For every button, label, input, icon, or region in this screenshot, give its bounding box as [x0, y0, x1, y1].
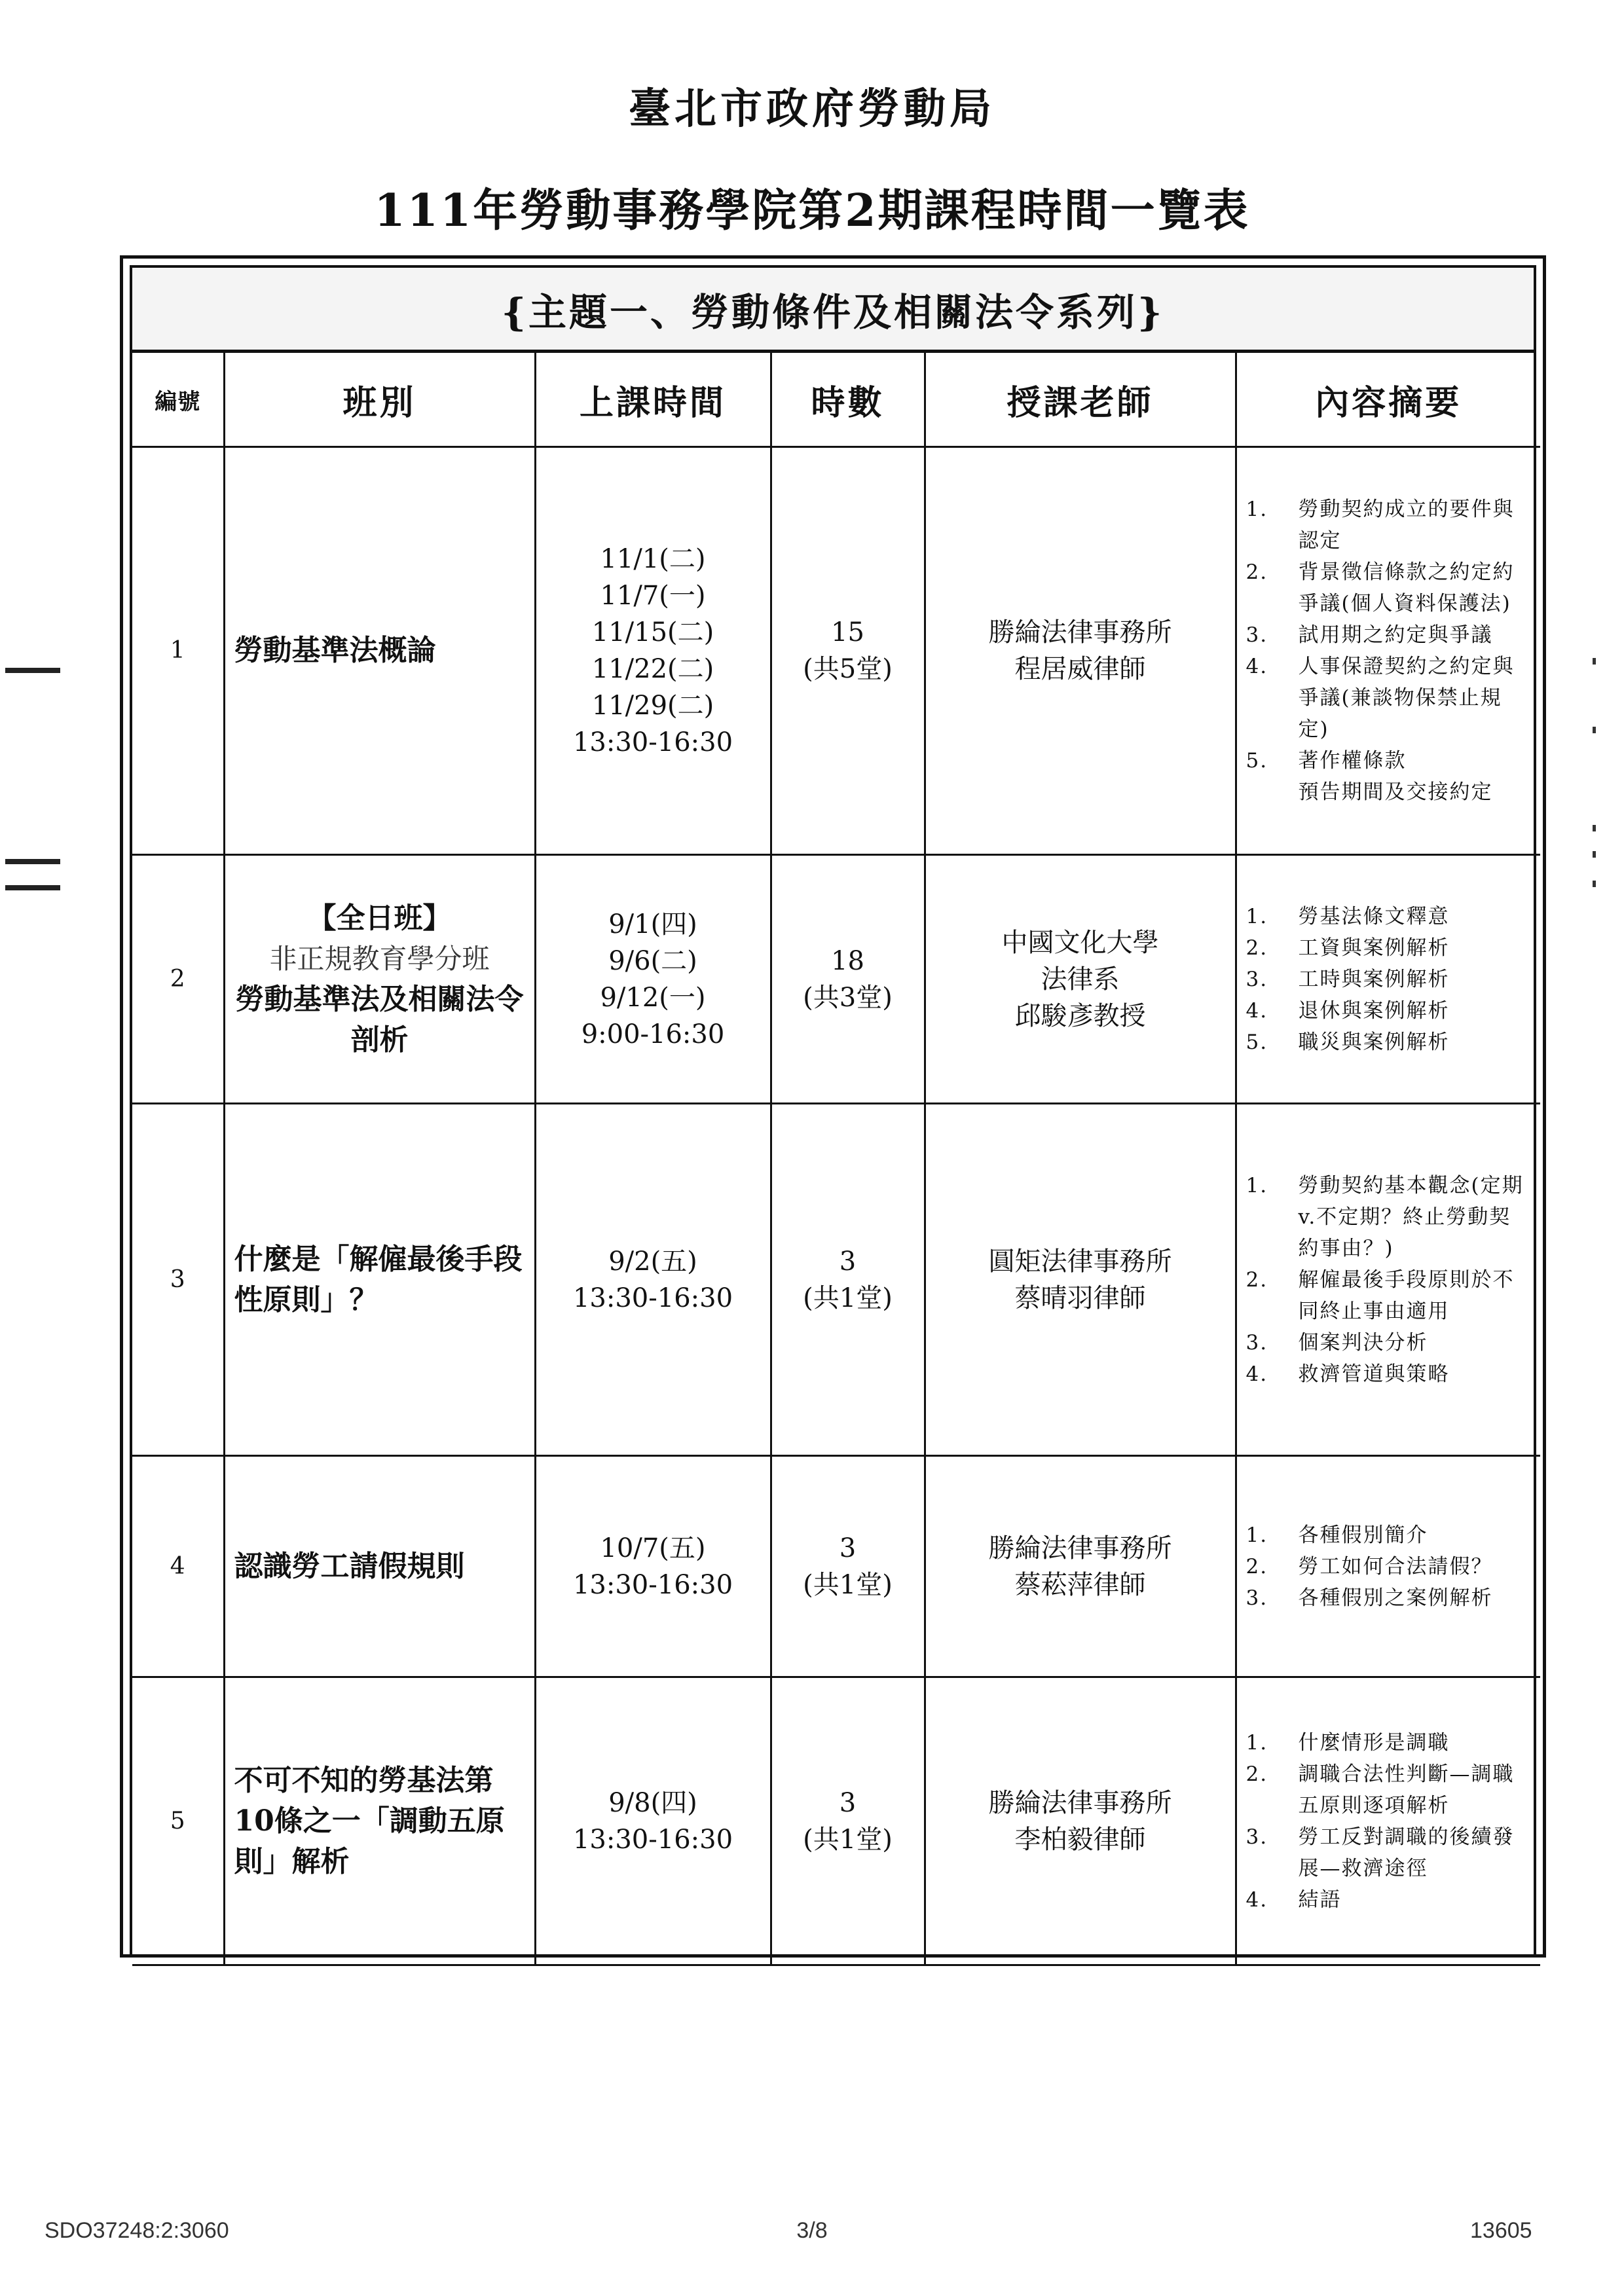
summary-item-text: 勞工反對調職的後續發展—救濟途徑: [1298, 1825, 1515, 1880]
summary-item-text: 退休與案例解析: [1298, 998, 1450, 1023]
course-name: 勞動基準法概論: [224, 447, 535, 855]
sessions-count: (共1堂): [803, 1283, 893, 1313]
teacher: [925, 1456, 1236, 1677]
time-line: 9/12(一): [600, 982, 706, 1013]
teacher-line: 圓矩法律事務所: [988, 1246, 1172, 1277]
document-title: 111年勞動事務學院第2期課程時間一覽表: [374, 185, 1250, 237]
time-line: 11/1(二): [600, 544, 706, 574]
summary-item-number: 2.: [1246, 560, 1268, 584]
row-number: 2: [132, 855, 224, 1104]
time-line: 10/7(五): [600, 1533, 706, 1563]
column-header-teacher: 授課老師: [925, 353, 1236, 447]
summary-item-number: 2.: [1246, 936, 1268, 960]
time-line: 11/7(一): [600, 581, 706, 611]
summary-item-number: 5.: [1246, 749, 1268, 773]
summary-item-text: 人事保證契約之約定與爭議(兼談物保禁止規定): [1298, 655, 1515, 741]
summary-item: [1246, 1264, 1532, 1327]
time-line: 13:30-16:30: [572, 1824, 733, 1855]
summary-item-number: 1.: [1246, 1523, 1268, 1547]
summary-item-number: 2.: [1246, 1554, 1268, 1578]
summary-item-number: 1.: [1246, 1730, 1268, 1755]
summary-item-text: 工資與案例解析: [1298, 936, 1450, 960]
hours-value: 3: [839, 1787, 857, 1818]
hours-value: 3: [839, 1246, 857, 1277]
summary-item-text: 結語: [1298, 1887, 1342, 1912]
teacher-line: 蔡晴羽律師: [1014, 1283, 1146, 1313]
summary-item-text: 各種假別之案例解析: [1298, 1586, 1493, 1610]
course-name: 認識勞工請假規則: [224, 1456, 535, 1677]
class-time: [535, 1456, 771, 1677]
table-row: [132, 1104, 1540, 1456]
teacher: [925, 1677, 1236, 1965]
margin-dot: [1593, 825, 1596, 831]
teacher-line: 李柏毅律師: [1014, 1824, 1146, 1855]
summary-item-number: 3.: [1246, 967, 1268, 991]
summary-item-text: 各種假別簡介: [1298, 1523, 1428, 1547]
summary-item-text: 解僱最後手段原則於不同終止事由適用: [1298, 1267, 1515, 1323]
summary-item-text: 救濟管道與策略: [1298, 1362, 1450, 1386]
table-row: [132, 1456, 1540, 1677]
summary-item-text: 職災與案例解析: [1298, 1030, 1450, 1054]
summary-item: [1246, 1170, 1532, 1264]
class-time: [535, 855, 771, 1104]
margin-mark: [5, 668, 60, 673]
class-hours: [771, 1104, 925, 1456]
summary-item: [1246, 932, 1532, 964]
summary-item-number: 5.: [1246, 1030, 1268, 1054]
summary-item: [1246, 651, 1532, 745]
time-line: 13:30-16:30: [572, 1283, 733, 1313]
table-row: [132, 447, 1540, 855]
teacher-line: 邱駿彥教授: [1014, 1000, 1146, 1031]
teacher: [925, 1104, 1236, 1456]
summary-item-text: 勞動契約成立的要件與認定: [1298, 498, 1515, 553]
time-line: 11/22(二): [591, 654, 714, 684]
table-row: [132, 1677, 1540, 1965]
summary-item-number: 1.: [1246, 498, 1268, 521]
summary-item: [1246, 1551, 1532, 1582]
time-line: 9/8(四): [608, 1787, 697, 1818]
summary-item: [1246, 619, 1532, 651]
summary-item-text: 著作權條款: [1298, 749, 1407, 773]
course-name-cell: [224, 855, 535, 1104]
teacher-line: 中國文化大學: [1001, 927, 1159, 958]
margin-dot: [1593, 727, 1596, 733]
column-header-class: 班別: [224, 353, 535, 447]
class-time: [535, 1677, 771, 1965]
summary-item: [1246, 1821, 1532, 1884]
margin-dot: [1593, 658, 1596, 665]
content-summary: [1236, 1104, 1540, 1456]
time-line: 9/6(二): [608, 945, 697, 976]
summary-item: [1246, 995, 1532, 1027]
column-header-time: 上課時間: [535, 353, 771, 447]
summary-item: [1246, 776, 1532, 808]
schedule-inner-frame: [130, 265, 1536, 1958]
time-line: 13:30-16:30: [572, 727, 733, 757]
time-line: 11/15(二): [591, 617, 714, 647]
organization-title: 臺北市政府勞動局: [629, 84, 995, 134]
summary-item-number: 4.: [1246, 998, 1268, 1023]
teacher-line: 程居威律師: [1014, 654, 1146, 684]
time-line: 13:30-16:30: [572, 1569, 733, 1600]
course-subtitle: 非正規教育學分班: [269, 942, 490, 975]
course-name: 什麼是「解僱最後手段性原則」？: [224, 1104, 535, 1456]
summary-item-text: 預告期間及交接約定: [1298, 780, 1493, 804]
class-hours: [771, 855, 925, 1104]
margin-mark: [5, 859, 60, 864]
time-line: 9/1(四): [608, 909, 697, 939]
course-tag: 【全日班】: [307, 901, 452, 935]
summary-item-number: 3.: [1246, 623, 1268, 647]
teacher-line: 蔡菘萍律師: [1014, 1569, 1146, 1600]
column-header-no: 編號: [132, 353, 224, 447]
table-row: [132, 855, 1540, 1104]
row-number: 4: [132, 1456, 224, 1677]
margin-dot: [1593, 881, 1596, 887]
sessions-count: (共1堂): [803, 1824, 893, 1855]
schedule-frame: [120, 255, 1546, 1958]
sessions-count: (共5堂): [803, 654, 893, 684]
class-time: [535, 447, 771, 855]
footer-doc-id: SDO37248:2:3060: [45, 2218, 229, 2243]
content-summary: [1236, 447, 1540, 855]
teacher-line: 勝綸法律事務所: [988, 617, 1172, 647]
teacher-line: 法律系: [1041, 964, 1120, 994]
teacher: [925, 855, 1236, 1104]
class-hours: [771, 1456, 925, 1677]
summary-item-text: 什麼情形是調職: [1298, 1730, 1450, 1755]
summary-item-text: 調職合法性判斷—調職五原則逐項解析: [1298, 1762, 1515, 1817]
summary-item-text: 勞動契約基本觀念(定期v.不定期？終止勞動契約事由？): [1298, 1173, 1524, 1260]
summary-item: [1246, 1358, 1532, 1390]
summary-item-number: 4.: [1246, 655, 1268, 678]
summary-item: [1246, 745, 1532, 776]
row-number: 1: [132, 447, 224, 855]
summary-item-text: 勞工如何合法請假？: [1298, 1554, 1493, 1578]
time-line: 9/2(五): [608, 1246, 697, 1277]
summary-item-number: 1.: [1246, 904, 1268, 928]
footer-page-number: 3/8: [796, 2218, 828, 2243]
teacher-line: 勝綸法律事務所: [988, 1787, 1172, 1818]
summary-item: [1246, 1520, 1532, 1551]
hours-value: 3: [839, 1533, 857, 1563]
time-line: 9:00-16:30: [581, 1019, 725, 1049]
column-header-hours: 時數: [771, 353, 925, 447]
teacher-line: 勝綸法律事務所: [988, 1533, 1172, 1563]
summary-item-number: 1.: [1246, 1173, 1268, 1197]
class-time: [535, 1104, 771, 1456]
summary-item-text: 背景徵信條款之約定約爭議(個人資料保護法): [1298, 560, 1515, 615]
summary-item-number: 2.: [1246, 1267, 1268, 1292]
summary-item: [1246, 964, 1532, 995]
summary-item: [1246, 1727, 1532, 1758]
summary-item-text: 個案判決分析: [1298, 1330, 1428, 1355]
sessions-count: (共1堂): [803, 1569, 893, 1600]
summary-item-text: 工時與案例解析: [1298, 967, 1450, 991]
summary-item: [1246, 1884, 1532, 1916]
summary-item-text: 試用期之約定與爭議: [1298, 623, 1493, 647]
course-name: 不可不知的勞基法第10條之一「調動五原則」解析: [224, 1677, 535, 1965]
summary-item-number: [1246, 776, 1299, 808]
margin-mark: [5, 885, 60, 890]
time-line: 11/29(二): [591, 691, 714, 721]
schedule-table: [132, 353, 1540, 1966]
class-hours: [771, 447, 925, 855]
margin-dot: [1593, 851, 1596, 858]
content-summary: [1236, 1456, 1540, 1677]
footer-code: 13605: [1470, 2218, 1532, 2243]
row-number: 3: [132, 1104, 224, 1456]
column-header-summary: 內容摘要: [1236, 353, 1540, 447]
summary-item: [1246, 901, 1532, 932]
course-name: 勞動基準法及相關法令剖析: [235, 982, 524, 1057]
section-banner: {主題一、勞動條件及相關法令系列}: [132, 268, 1534, 353]
summary-item-number: 3.: [1246, 1825, 1268, 1849]
summary-item: [1246, 1027, 1532, 1058]
summary-item-number: 4.: [1246, 1887, 1268, 1912]
summary-item: [1246, 1758, 1532, 1821]
sessions-count: (共3堂): [803, 982, 893, 1013]
summary-item: [1246, 556, 1532, 619]
table-header-row: [132, 353, 1540, 447]
summary-item: [1246, 1582, 1532, 1614]
teacher: [925, 447, 1236, 855]
summary-item-number: 3.: [1246, 1330, 1268, 1355]
summary-item: [1246, 1327, 1532, 1358]
hours-value: 15: [831, 617, 864, 647]
content-summary: [1236, 855, 1540, 1104]
summary-item-text: 勞基法條文釋意: [1298, 904, 1450, 928]
summary-item-number: 3.: [1246, 1586, 1268, 1610]
summary-item-number: 2.: [1246, 1762, 1268, 1786]
class-hours: [771, 1677, 925, 1965]
summary-item-number: 4.: [1246, 1362, 1268, 1386]
summary-item: [1246, 494, 1532, 556]
hours-value: 18: [831, 945, 864, 976]
content-summary: [1236, 1677, 1540, 1965]
row-number: 5: [132, 1677, 224, 1965]
